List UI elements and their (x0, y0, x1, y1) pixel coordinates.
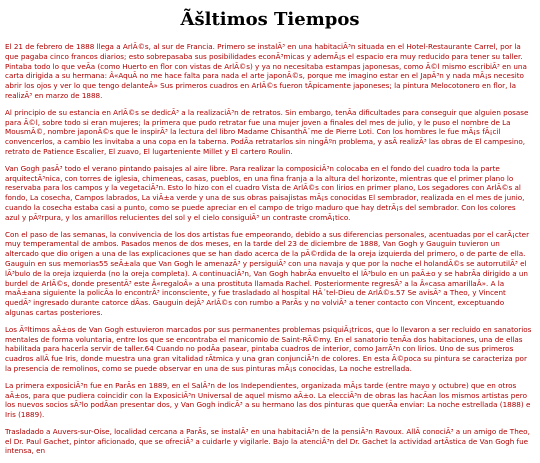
paragraph-7: Trasladado a Auvers-sur-Oise, localidad cercana a ParÃs, se instalÃ³ en una habitaciÃ³n de la pensiÃ³n Ravoux. AllÃ conociÃ³ a un amigo de Theo, el Dr. Paul Gachet, pintor aficionado, que se ofreciÃ³ a cuidarle y vigilarle. Bajo la atenciÃ³n del Dr. Gachet la actividad artÃstica de Van Gogh fue intensa, en (5, 426, 530, 456)
page-title: Ãšltimos Tiempos (180, 9, 360, 30)
paragraph-3: Van Gogh pasÃ³ todo el verano pintando paisajes al aire libre. Para realizar la composiciÃ³n colocaba en el fondo del cuadro toda la parte arquitectÃ³nica, con torres de iglesia, chimeneas, casas, pueblos, en una fina franja a la altura del horizonte, mientras que el primer plano lo reservaba para los campos y la vegetaciÃ³n. Esto lo hizo con el cuadro Vista de ArlÃ©s con lirios en primer plano, Los segadores con ArlÃ©s al fondo, La cosecha, Campos labrados, La viÃ±a verde y una de sus obras paisajistas mÃ¡s conocidas El sembrador, realizada en el mes de junio, cuando la cosecha estaba casi a punto, como se puede apreciar en el campo de trigo maduro que hay detrÃ¡s del sembrador. Con los colores azul y pÃºrpura, y los amarillos relucientes del sol y el cielo consiguiÃ³ un contraste cromÃ¡tico. (5, 163, 525, 222)
paragraph-1: El 21 de febrero de 1888 llega a ArlÃ©s, al sur de Francia. Primero se instalÃ³ en una habitaciÃ³n situada en el Hotel-Restaurante Carrel, por la que pagaba cinco francos diarios; esto sobrepasaba sus posibilidades econÃ³micas y ademÃ¡s el espacio era muy reducido para tener su taller. Pintaba todo lo que veÃa (como Huerto en flor con vistas de ArlÃ©s) y ya no necesitaba estampas japonesas, como Ã©l mismo escribiÃ³ en una carta dirigida a su hermana: Â«AquÃ no me hace falta para nada el arte japonÃ©s, porque me imagino estar en el JapÃ³n y nada mÃ¡s necesito abrir los ojos y ver lo que tengo delanteÂ» Sus primeros cuadros en ArlÃ©s fueron tÃpicamente japoneses; la pintura Melocotonero en flor, la realizÃ³ en marzo de 1888. (5, 42, 527, 100)
document-body (5, 42, 532, 463)
paragraph-6: La primera exposiciÃ³n fue en ParÃs en 1889, en el SalÃ³n de los Independientes, organizada mÃ¡s tarde (entre mayo y octubre) que en otros aÃ±os, para que pudiera coincidir con la ExposiciÃ³n Universal de aquel mismo aÃ±o. La elecciÃ³n de obras las hacÃan los mismos artistas pero los nuevos socios sÃ³lo podÃan presentar dos, y Van Gogh indicÃ³ a su hermano las dos pinturas que querÃa enviar: La noche estrellada (1888) e Iris (1889). (5, 380, 531, 420)
paragraph-2: Al principio de su estancia en ArlÃ©s se dedicÃ³ a la realizaciÃ³n de retratos. Sin embargo, tenÃa dificultades para conseguir que alguien posase para Ã©l, sobre todo si eran mujeres; la primera que pudo retratar fue una mujer joven a finales del mes de julio, y le puso el nombre de La MousmÃ©, nombre japonÃ©s que le inspirÃ³ la lectura del libro Madame ChisanthÃ¨me de Pierre Loti. Con los hombres le fue mÃ¡s fÃ¡cil convencerlos, a cambio les invitaba a una copa en la taberna. PodÃa retratarlos sin ningÃºn problema, y asÃ realizÃ³ las obras de El campesino, retrato de Patience Escalier, El zuavo, El lugarteniente Millet y El cartero Roulin. (5, 107, 529, 156)
paragraph-4: Con el paso de las semanas, la convivencia de los dos artistas fue empeorando, debido a sus diferencias personales, acentuadas por el carÃ¡cter muy temperamental de ambos. Pasados menos de dos meses, en la tarde del 23 de diciembre de 1888, Van Gogh y Gauguin tuvieron un altercado que dio origen a una de las explicaciones que se han dado acerca de la pÃ©rdida de la oreja izquierda del primero, o de parte de ella. Gauguin en sus memorias55 seÃ±ala que Van Gogh le amenazÃ³ y persiguiÃ³ con una navaja y que por la noche el holandÃ©s se autorrutilÃ³ el lÃ³bulo de la oreja izquierda (no la oreja completa). A continuaciÃ³n, Van Gogh habrÃa envuelto el lÃ³bulo en un paÃ±o y se habrÃa dirigido a un burdel de ArlÃ©s, donde presentÃ³ este Â«regaloÂ» a una prostituta llamada Rachel. Posteriormente regresÃ³ a la Â«casa amarillaÂ». A la maÃ±ana siguiente la policÃa lo encontrÃ³ inconsciente, y fue trasladado al hospital HÃ´tel-Dieu de ArlÃ©s.57 Se avisÃ³ a Theo, y Vincent quedÃ³ ingresado durante catorce dÃas. Gauguin dejÃ³ ArlÃ©s con rumbo a ParÃs y no volviÃ³ a tener contacto con Vincent, exceptuando algunas cartas posteriores. (5, 229, 530, 317)
paragraph-5: Los Ãºltimos aÃ±os de Van Gogh estuvieron marcados por sus permanentes problemas psiquiÃ¡tricos, que lo llevaron a ser recluido en sanatorios mentales de forma voluntaria, entre los que se encontraba el manicomio de Saint-RÃ©my. En el sanatorio tenÃa dos habitaciones, una de ellas habilitada para hacerla servir de taller.64 Cuando no podÃa pasear, pintaba cuadros de interior, como JarrÃ³n con lirios. Uno de sus primeros cuadros allÃ fue Iris, donde muestra una gran vitalidad rÃtmica y una gran conjunciÃ³n de colores. En esta Ã©poca su pintura se caracteriza por la presencia de remolinos, como se puede observar en una de sus pinturas mÃ¡s conocidas, La noche estrellada. (5, 324, 532, 373)
